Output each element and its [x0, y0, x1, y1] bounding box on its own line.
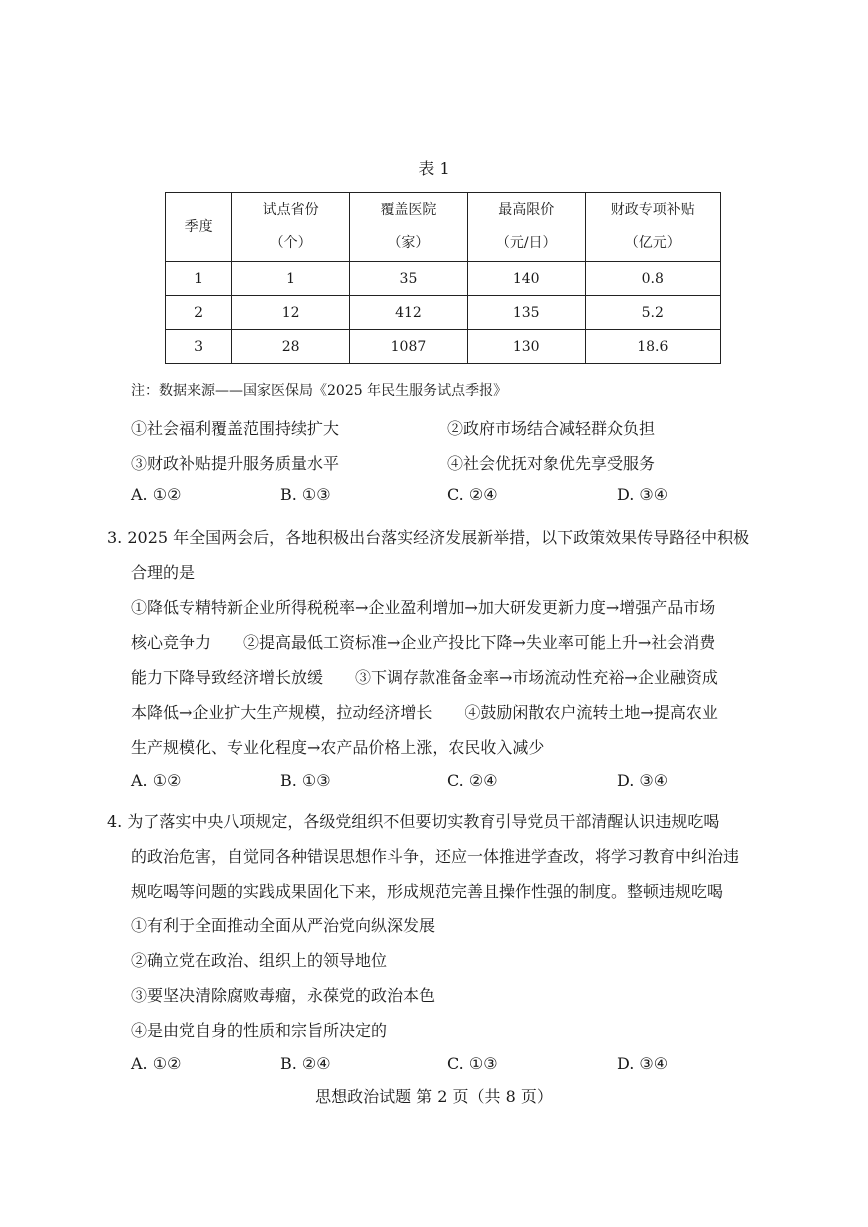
q2-statement-3: ③财政补贴提升服务质量水平: [131, 454, 340, 473]
table-row: [166, 296, 721, 330]
q4-statement-2: ②确立党在政治、组织上的领导地位: [131, 951, 388, 970]
table-header-row: [166, 193, 721, 262]
q4-option-b: B. ②④: [280, 1054, 331, 1073]
header-cell: 财政专项补贴 （亿元）: [585, 193, 720, 262]
table-cell: 412: [350, 296, 468, 330]
table-cell: 130: [467, 330, 585, 364]
q3-stem-line: 3. 2025 年全国两会后，各地积极出台落实经济发展新举措，以下政策效果传导路径中积极: [107, 528, 750, 547]
header-cell: 试点省份 （个）: [232, 193, 350, 262]
q4-stem-line: 的政治危害，自觉同各种错误思想作斗争，还应一体推进学查改，将学习教育中纠治违: [131, 847, 740, 866]
table-cell: 1: [166, 262, 232, 296]
q3-option-a: A. ①②: [131, 771, 182, 790]
q4-statement-3: ③要坚决清除腐败毒瘤，永葆党的政治本色: [131, 986, 436, 1005]
table-cell: 1087: [350, 330, 468, 364]
q3-option-c: C. ②④: [447, 771, 498, 790]
table-cell: 0.8: [585, 262, 720, 296]
q4-option-d: D. ③④: [617, 1054, 669, 1073]
q4-stem-line: 4. 为了落实中央八项规定，各级党组织不但要切实教育引导党员干部清醒认识违规吃喝: [107, 812, 720, 831]
table-row: [166, 262, 721, 296]
q2-statement-1: ①社会福利覆盖范围持续扩大: [131, 419, 340, 438]
table-row: [166, 330, 721, 364]
table-cell: 28: [232, 330, 350, 364]
header-cell: 最高限价 （元/日）: [467, 193, 585, 262]
q4-option-c: C. ①③: [447, 1054, 498, 1073]
table-cell: 135: [467, 296, 585, 330]
q3-body-line: 本降低→企业扩大生产规模，拉动经济增长 ④鼓励闲散农户流转土地→提高农业: [131, 703, 718, 722]
table-cell: 140: [467, 262, 585, 296]
table-cell: 12: [232, 296, 350, 330]
q2-statement-2: ②政府市场结合减轻群众负担: [447, 419, 656, 438]
data-table: [165, 192, 721, 364]
q3-body-line: ①降低专精特新企业所得税税率→企业盈利增加→加大研发更新力度→增强产品市场: [131, 598, 716, 617]
q3-option-d: D. ③④: [617, 771, 669, 790]
q4-option-a: A. ①②: [131, 1054, 182, 1073]
q3-body-line: 能力下降导致经济增长放缓 ③下调存款准备金率→市场流动性充裕→企业融资成: [131, 668, 718, 687]
q3-body-line: 核心竞争力 ②提高最低工资标准→企业产投比下降→失业率可能上升→社会消费: [131, 633, 716, 652]
table-cell: 5.2: [585, 296, 720, 330]
q2-option-a: A. ①②: [131, 485, 182, 504]
table-cell: 2: [166, 296, 232, 330]
table-cell: 35: [350, 262, 468, 296]
table-cell: 18.6: [585, 330, 720, 364]
q4-stem-line: 规吃喝等问题的实践成果固化下来，形成规范完善且操作性强的制度。整顿违规吃喝: [131, 882, 724, 901]
q4-statement-1: ①有利于全面推动全面从严治党向纵深发展: [131, 916, 436, 935]
q2-option-b: B. ①③: [280, 485, 331, 504]
q2-statement-4: ④社会优抚对象优先享受服务: [447, 454, 656, 473]
header-cell: 覆盖医院 （家）: [350, 193, 468, 262]
table-cell: 1: [232, 262, 350, 296]
q4-statement-4: ④是由党自身的性质和宗旨所决定的: [131, 1021, 388, 1040]
table-caption: 表 1: [418, 159, 450, 178]
q2-option-c: C. ②④: [447, 485, 498, 504]
page-footer: 思想政治试题 第 2 页（共 8 页）: [315, 1087, 553, 1106]
q2-option-d: D. ③④: [617, 485, 669, 504]
q3-body-line: 生产规模化、专业化程度→农产品价格上涨，农民收入减少: [131, 738, 545, 757]
q3-stem-line: 合理的是: [131, 563, 196, 582]
header-cell: 季度: [166, 193, 232, 262]
table-cell: 3: [166, 330, 232, 364]
table-note: 注：数据来源——国家医保局《2025 年民生服务试点季报》: [131, 383, 508, 399]
q3-option-b: B. ①③: [280, 771, 331, 790]
